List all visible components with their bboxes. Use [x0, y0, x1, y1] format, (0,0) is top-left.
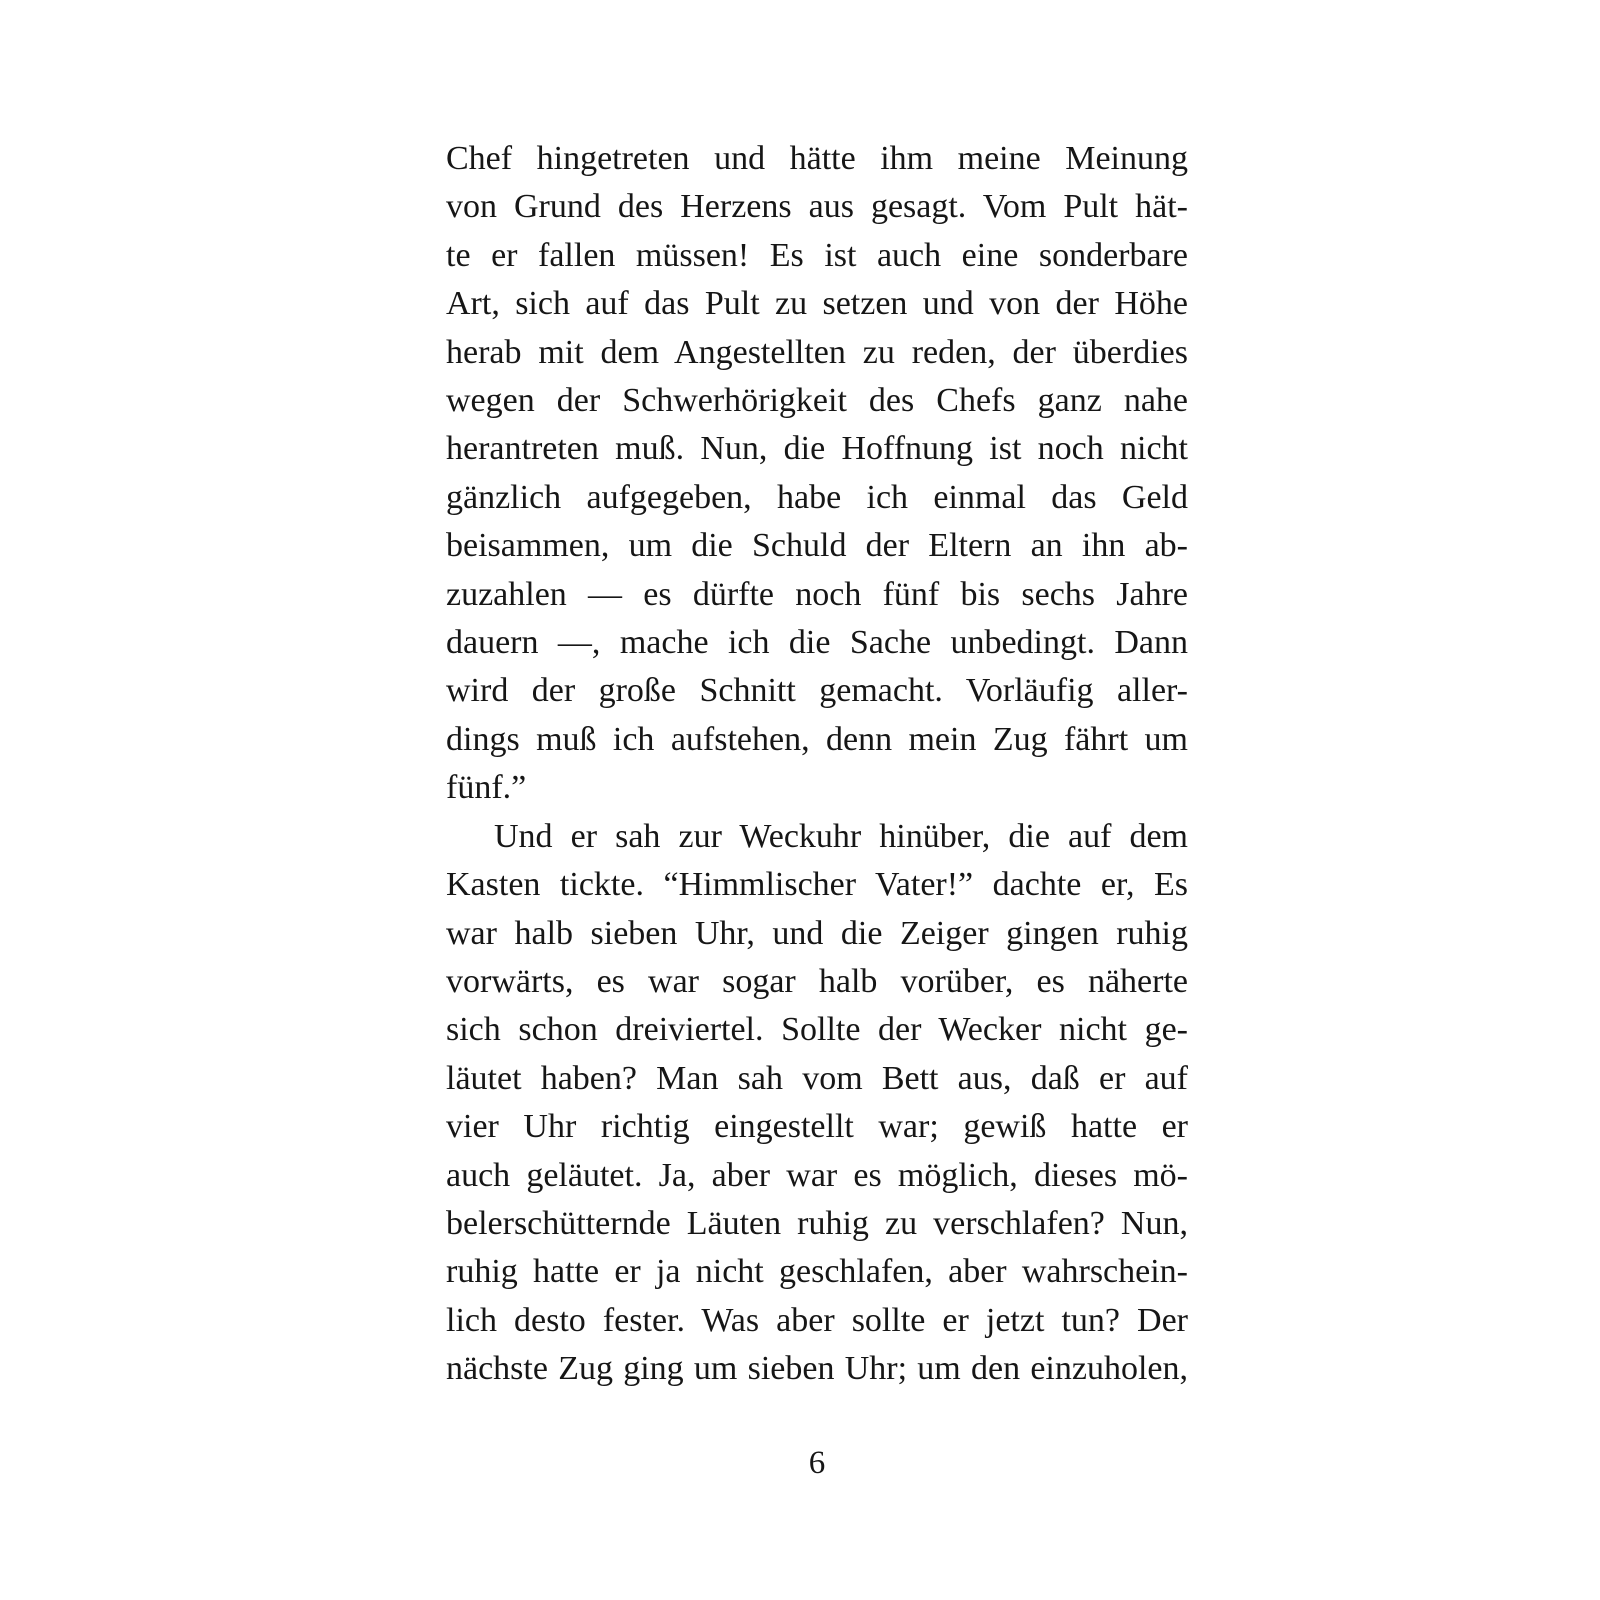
text-line: te er fallen müssen! Es ist auch eine sonderbare	[446, 236, 1188, 274]
text-line: vorwärts, es war sogar halb vorüber, es näherte	[446, 962, 1188, 1000]
text-line: auch geläutet. Ja, aber war es möglich, dieses mö-	[446, 1156, 1188, 1194]
text-line: Chef hingetreten und hätte ihm meine Meinung	[446, 140, 1188, 177]
text-line: herantreten muß. Nun, die Hoffnung ist noch nicht	[446, 430, 1188, 468]
text-line: sich schon dreiviertel. Sollte der Wecker nicht ge-	[446, 1011, 1188, 1049]
text-line: belerschütternde Läuten ruhig zu verschlafen? Nun,	[446, 1204, 1188, 1242]
text-line: nächste Zug ging um sieben Uhr; um den einzuholen,	[446, 1350, 1188, 1388]
text-line: wegen der Schwerhörigkeit des Chefs ganz nahe	[446, 382, 1188, 420]
text-line: Art, sich auf das Pult zu setzen und von der Höhe	[446, 285, 1188, 323]
paragraph-2	[446, 813, 1188, 1394]
text-line: war halb sieben Uhr, und die Zeiger gingen ruhig	[446, 914, 1188, 952]
text-line: dings muß ich aufstehen, denn mein Zug fährt um	[446, 720, 1188, 758]
text-line: von Grund des Herzens aus gesagt. Vom Pult hät-	[446, 188, 1188, 226]
text-line: vier Uhr richtig eingestellt war; gewiß hatte er	[446, 1108, 1188, 1146]
text-line: lich desto fester. Was aber sollte er jetzt tun? Der	[446, 1301, 1188, 1339]
text-line: fünf.”	[446, 769, 527, 807]
text-line: beisammen, um die Schuld der Eltern an ihn ab-	[446, 527, 1188, 565]
text-line: zuzahlen — es dürfte noch fünf bis sechs Jahre	[446, 575, 1188, 613]
text-line: herab mit dem Angestellten zu reden, der überdies	[446, 333, 1188, 371]
paragraph-1	[446, 135, 1188, 813]
page-number: 6	[808, 1444, 826, 1481]
text-line: wird der große Schnitt gemacht. Vorläufig aller-	[446, 672, 1188, 710]
text-line: gänzlich aufgegeben, habe ich einmal das Geld	[446, 478, 1188, 516]
text-line: Kasten tickte. “Himmlischer Vater!” dachte er, Es	[446, 866, 1188, 904]
page-text-block	[446, 135, 1188, 1487]
text-line: läutet haben? Man sah vom Bett aus, daß er auf	[446, 1059, 1188, 1097]
text-line: Und er sah zur Weckuhr hinüber, die auf dem	[494, 817, 1188, 855]
text-line: ruhig hatte er ja nicht geschlafen, aber wahrschein-	[446, 1253, 1188, 1291]
text-line: dauern —, mache ich die Sache unbedingt. Dann	[446, 624, 1188, 662]
